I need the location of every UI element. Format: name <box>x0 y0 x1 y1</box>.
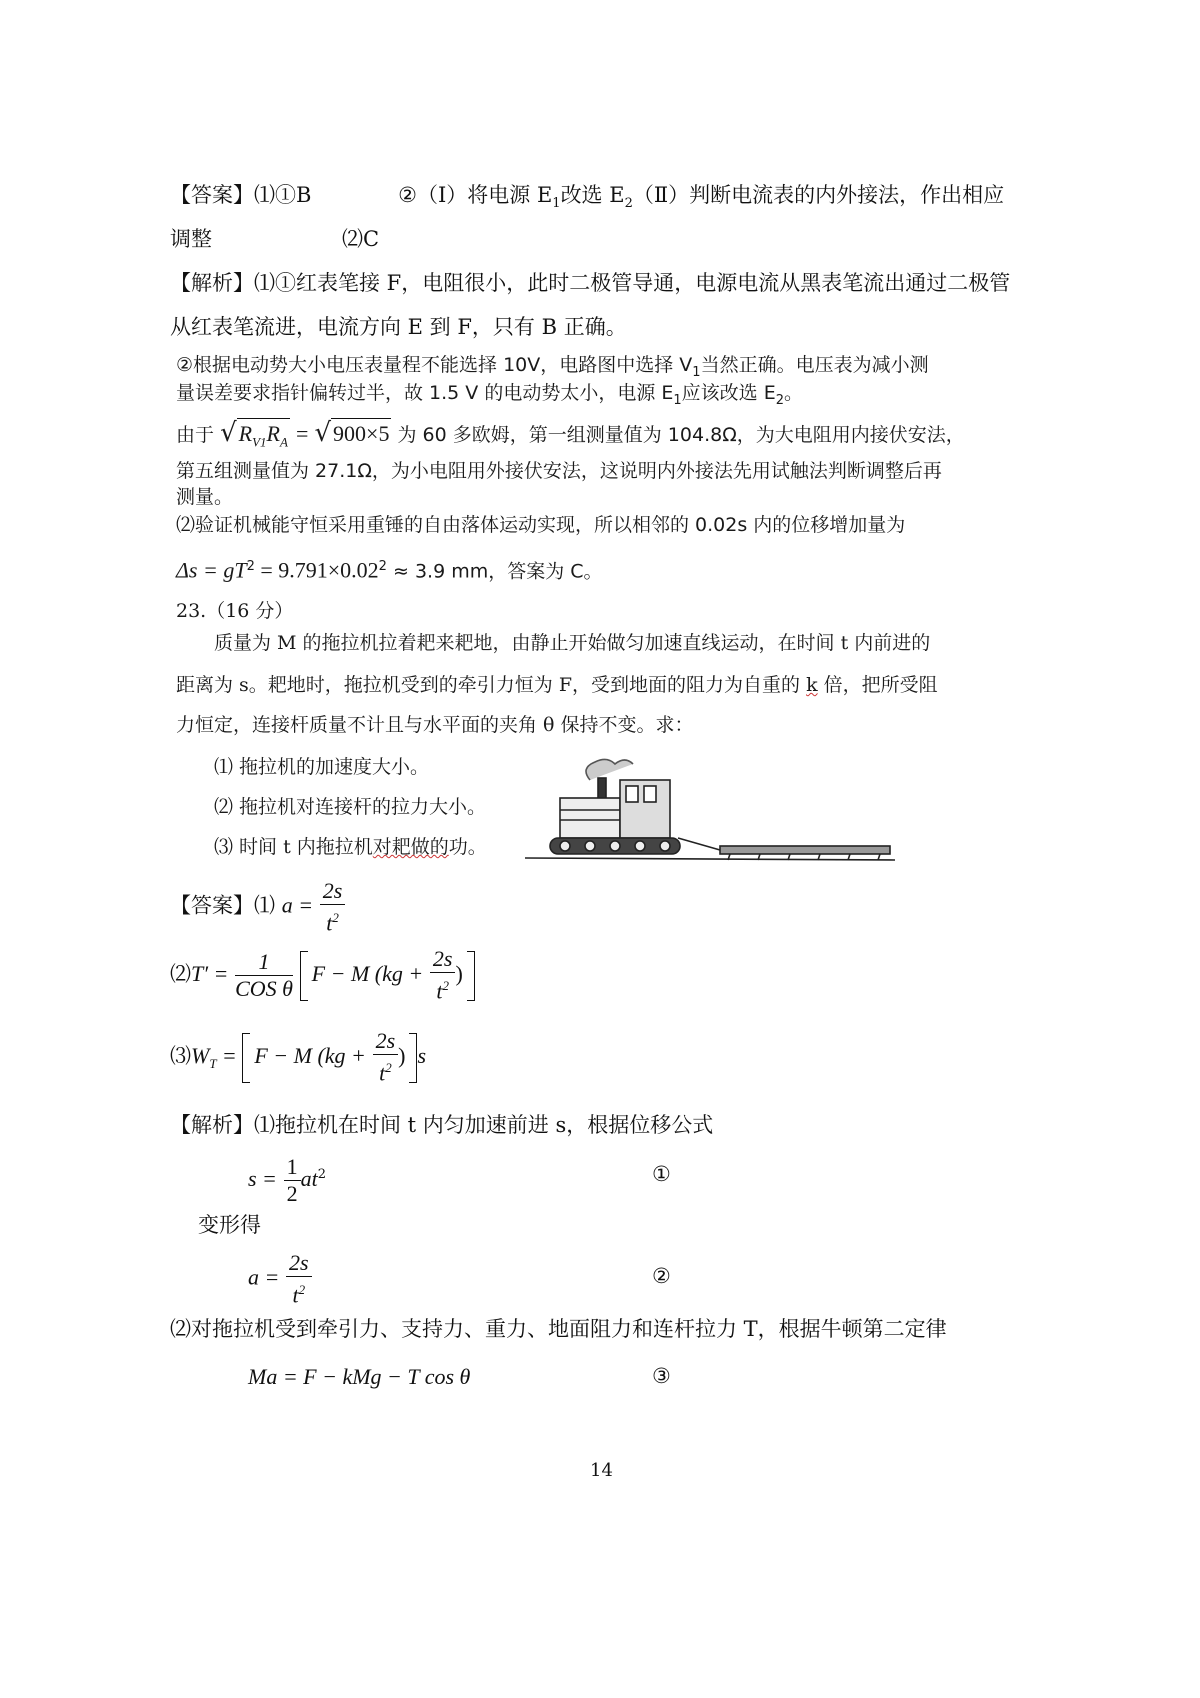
answer2-line-2: ⑵T′ = $\frac{1}{\text{COS θ}}$ F − M (kg + $\frac{2s}{t^2}$ ) <box>170 944 475 1005</box>
question-23-sub-1: ⑴ 拖拉机的加速度大小。 <box>214 756 430 778</box>
question-23-title: 23.（16 分） <box>176 600 294 622</box>
equation-mark-2: ② <box>652 1264 671 1288</box>
equation-mark-1: ① <box>652 1162 671 1186</box>
page-number: 14 <box>590 1460 613 1481</box>
analysis2-eq-2: a = $\frac{2s}{t^2}$ <box>248 1250 312 1308</box>
question-23-sub-2: ⑵ 拖拉机对连接杆的拉力大小。 <box>214 796 487 818</box>
question-23-line-3: 力恒定，连接杆质量不计且与水平面的夹角 θ 保持不变。求： <box>176 714 694 736</box>
analysis2-line-2: 变形得 <box>198 1213 261 1237</box>
equation-mark-3: ③ <box>652 1364 671 1388</box>
analysis-line-2: 从红表笔流进，电流方向 E 到 F，只有 B 正确。 <box>170 315 627 339</box>
analysis-line-5: 由于 $√R_{V1}R_A = √900\times 5$ 为 60 多欧姆，第一组测量值为 104.8Ω，为大电阻用内接伏安法， <box>176 418 965 457</box>
answer-label: 【答案】 <box>170 183 254 207</box>
analysis-line-3: ②根据电动势大小电压表量程不能选择 10V，电路图中选择 $V_1$当然正确。电压表为减小测 <box>176 354 929 380</box>
analysis2-eq-1: s = $\frac{1}{2}$ $at^2$ <box>248 1154 327 1206</box>
analysis-line-9: $\Delta s = gT^2 = 9.791\times 0.02^2 \approx 3.9$ mm，答案为 C。 <box>176 557 603 583</box>
question-23-line-2: 距离为 s。耙地时，拖拉机受到的牵引力恒为 F，受到地面的阻力为自重的 k 倍，把所受阻 <box>176 674 938 696</box>
analysis-line-1: 【解析】⑴①红表笔接 F，电阻很小，此时二极管导通，电源电流从黑表笔流出通过二极管 <box>170 271 1011 295</box>
analysis2-line-1: 【解析】⑴拖拉机在时间 t 内匀加速前进 s，根据位移公式 <box>170 1113 714 1137</box>
analysis2-line-3: ⑵对拖拉机受到牵引力、支持力、重力、地面阻力和连杆拉力 T，根据牛顿第二定律 <box>170 1317 947 1341</box>
analysis-line-4: 量误差要求指针偏转过半，故 1.5 V 的电动势太小，电源 $E_1$应该改选 $E_2$。 <box>176 382 804 408</box>
analysis2-eq-3: Ma = F − kMg − T cos θ <box>248 1364 471 1389</box>
answer-line-1: 【答案】⑴①B ②（Ⅰ）将电源 $E_1$改选 $E_2(Ⅱ)$判断电流表的内外接法，作出相应 <box>170 183 1005 212</box>
answer-line-2: 调整 ⑵C <box>170 227 380 251</box>
analysis-line-8: ⑵验证机械能守恒采用重锤的自由落体运动实现，所以相邻的 0.02s 内的位移增加量为 <box>176 514 906 536</box>
analysis-line-7: 测量。 <box>176 486 234 508</box>
analysis2-label: 【解析】 <box>170 1113 254 1137</box>
question-23-line-1: 质量为 M 的拖拉机拉着耙来耙地，由静止开始做匀加速直线运动，在时间 t 内前进的 <box>214 632 931 654</box>
analysis-line-6: 第五组测量值为 27.1Ω，为小电阻用外接伏安法，这说明内外接法先用试触法判断调整后再 <box>176 460 942 482</box>
analysis-label: 【解析】 <box>170 271 254 295</box>
answer2-line-1: 【答案】⑴ a = $\frac{2s}{t^2}$ <box>170 878 345 936</box>
answer2-line-3: $⑶W_T = F - M$ (kg + $\frac{2s}{t^2}$ ) s <box>170 1028 427 1086</box>
answer2-label: 【答案】 <box>170 893 254 918</box>
tractor-illustration <box>520 750 900 870</box>
question-23-sub-3: ⑶ 时间 t 内拖拉机对耙做的功。 <box>214 836 487 858</box>
